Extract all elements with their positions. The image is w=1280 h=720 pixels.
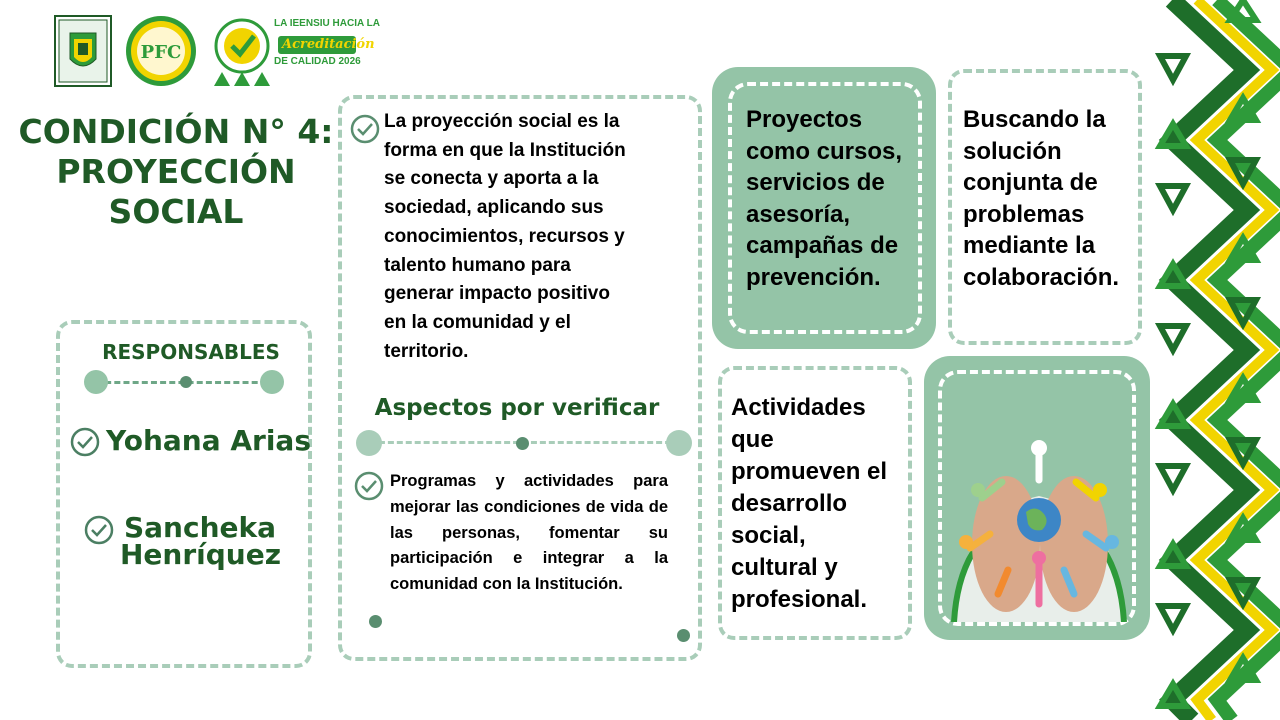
projects-line: Proyectos — [746, 106, 863, 133]
activities-line: desarrollo — [731, 490, 848, 517]
decorative-wayuu-pattern — [1152, 0, 1280, 720]
definition-line: en la comunidad y el — [384, 311, 571, 333]
solution-line: colaboración. — [963, 263, 1120, 291]
solution-line: problemas — [963, 200, 1085, 228]
responsable-name-1: Yohana Arias — [106, 424, 311, 457]
definition-line: territorio. — [384, 340, 469, 362]
activities-line: profesional. — [731, 586, 868, 613]
accreditation-logo — [208, 14, 380, 90]
definition-line: talento humano para — [384, 254, 571, 276]
aspects-heading: Aspectos por verificar — [374, 395, 660, 421]
bullet-dot — [369, 615, 382, 628]
activities-line: promueven el — [731, 458, 888, 485]
activities-line: Actividades — [731, 394, 866, 421]
responsables-divider — [84, 369, 288, 395]
hands-globe-illustration — [946, 424, 1132, 622]
school-seal-logo — [54, 15, 112, 87]
definition-line: generar impacto positivo — [384, 283, 610, 305]
definition-line: sociedad, aplicando sus — [384, 197, 604, 219]
projects-line: campañas de — [746, 232, 899, 259]
pfc-logo — [124, 14, 198, 88]
responsable-name-2-line1: Sancheka — [123, 511, 277, 544]
accreditation-line1: LA IEENSIU HACIA LA — [274, 18, 380, 29]
solution-line: conjunta de — [963, 169, 1098, 196]
activities-line: social, — [731, 522, 806, 549]
projects-line: prevención. — [746, 263, 881, 291]
solution-text — [963, 104, 1143, 293]
solution-line: Buscando la — [963, 106, 1106, 133]
activities-text — [731, 392, 911, 616]
projects-line: servicios de — [746, 169, 885, 196]
check-icon — [70, 427, 100, 457]
title-line1: CONDICIÓN N° 4: — [18, 112, 334, 151]
check-icon — [354, 471, 384, 501]
responsable-name-2 — [120, 511, 282, 571]
definition-line: La proyección social es la — [384, 111, 620, 132]
accreditation-line2: Acreditación — [282, 37, 375, 52]
projects-text — [746, 104, 934, 293]
responsables-heading: RESPONSABLES — [102, 340, 280, 364]
pfc-logo-text: PFC — [140, 42, 182, 63]
definition-line: forma en que la Institución — [384, 139, 626, 161]
projects-line: como cursos, — [746, 137, 903, 165]
definition-line: conocimientos, recursos y — [384, 225, 625, 247]
definition-line: se conecta y aporta a la — [384, 168, 599, 190]
check-icon — [350, 114, 380, 144]
definition-text — [384, 108, 700, 366]
aspects-divider — [356, 429, 692, 457]
projects-line: asesoría, — [746, 200, 851, 228]
solution-line: mediante la — [963, 232, 1096, 259]
title-line3: SOCIAL — [108, 192, 244, 231]
activities-line: cultural y — [731, 554, 838, 581]
aspects-text: Programas y actividades para mejorar las condiciones de vida de las personas, fomentar su participación e integrar a la comunidad con la Institución. — [390, 472, 668, 594]
check-icon — [84, 515, 114, 545]
activities-line: que — [731, 426, 774, 453]
responsable-name-2-line2: Henríquez — [120, 538, 282, 571]
bullet-dot — [677, 629, 690, 642]
title-line2: PROYECCIÓN — [56, 152, 296, 191]
page-title — [14, 112, 338, 232]
accreditation-line3: DE CALIDAD 2026 — [274, 56, 361, 67]
solution-line: solución — [963, 137, 1062, 165]
